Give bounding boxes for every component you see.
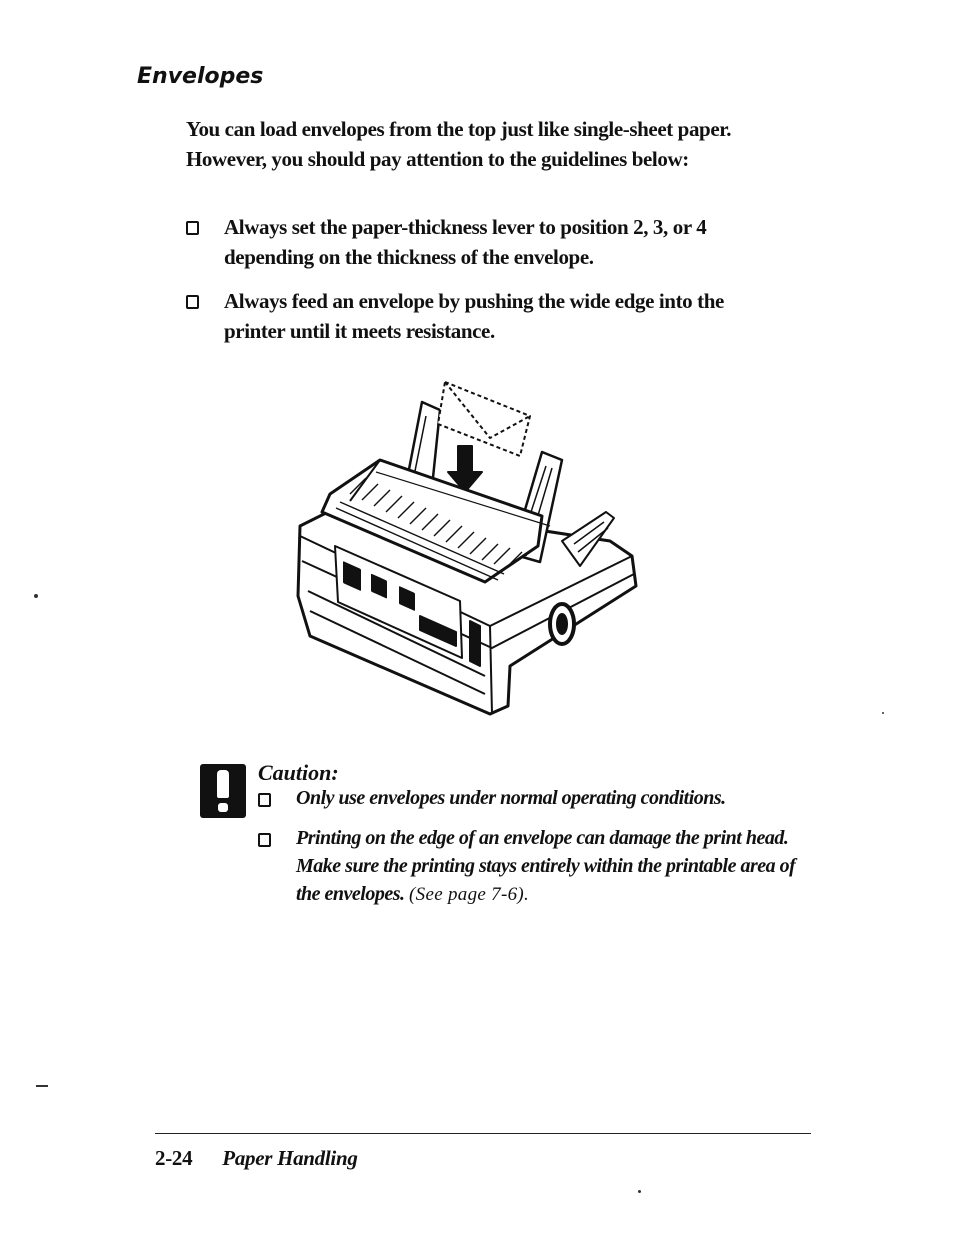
caution-text xyxy=(296,824,798,909)
scan-speck xyxy=(638,1190,641,1193)
checkbox-bullet-icon xyxy=(186,221,199,235)
caution-warning-icon xyxy=(200,764,246,818)
caution-title: Caution: xyxy=(258,760,339,785)
scan-speck xyxy=(882,712,884,714)
guideline-text: Always set the paper-thickness lever to position 2, 3, or 4 depending on the thickness of the envelope. xyxy=(224,215,707,269)
printer-envelope-illustration xyxy=(280,376,646,718)
page-reference: (See page 7-6). xyxy=(409,884,530,905)
caution-text-main: Printing on the edge of an envelope can damage the print head. Make sure the printing stays entirely within the printable area of the envelopes. xyxy=(296,827,796,905)
checkbox-bullet-icon xyxy=(258,833,271,847)
section-name: Paper Handling xyxy=(222,1146,358,1170)
caution-item xyxy=(258,784,798,812)
checkbox-bullet-icon xyxy=(186,295,199,309)
guideline-item xyxy=(186,212,776,272)
guideline-item xyxy=(186,286,776,346)
footer-rule xyxy=(155,1133,811,1134)
caution-text: Only use envelopes under normal operating conditions. xyxy=(296,787,726,809)
page-footer xyxy=(155,1146,358,1171)
guideline-text: Always feed an envelope by pushing the wide edge into the printer until it meets resistance. xyxy=(224,289,724,343)
scan-speck xyxy=(36,1085,48,1087)
section-heading: Envelopes xyxy=(137,64,264,89)
scan-speck xyxy=(34,594,38,598)
page-number: 2-24 xyxy=(155,1146,193,1170)
checkbox-bullet-icon xyxy=(258,793,271,807)
caution-item xyxy=(258,824,798,909)
intro-paragraph: You can load envelopes from the top just like single-sheet paper. However, you should pay attention to the guidelines below: xyxy=(186,117,732,171)
